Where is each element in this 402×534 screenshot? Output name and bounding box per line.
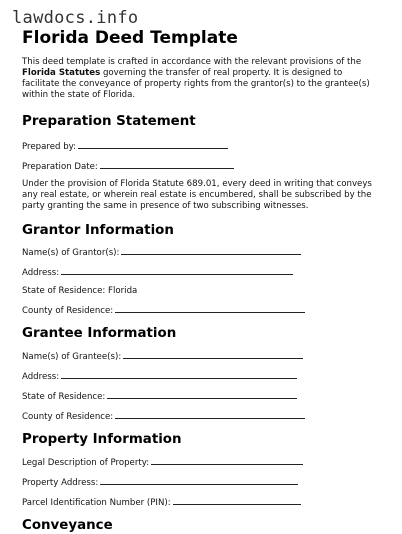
grantor-county-blank[interactable] <box>115 304 305 313</box>
conveyance-heading: Conveyance <box>22 518 113 533</box>
preparation-heading: Preparation Statement <box>22 114 196 129</box>
preparation-date-field <box>22 160 382 173</box>
grantee-county-label: County of Residence: <box>22 412 114 422</box>
grantor-names-label: Name(s) of Grantor(s): <box>22 248 120 258</box>
grantor-state-field: State of Residence: Florida <box>22 286 138 296</box>
grantor-address-field <box>22 266 382 279</box>
intro-text-before: This deed template is crafted in accordance with the relevant provisions of the <box>22 57 362 67</box>
grantee-address-label: Address: <box>22 372 60 382</box>
parcel-id-blank[interactable] <box>173 496 301 505</box>
grantor-address-blank[interactable] <box>61 266 293 275</box>
grantor-heading: Grantor Information <box>22 223 174 238</box>
grantee-names-label: Name(s) of Grantee(s): <box>22 352 122 362</box>
property-heading: Property Information <box>22 432 182 447</box>
property-address-label: Property Address: <box>22 478 99 488</box>
grantee-state-blank[interactable] <box>107 390 297 399</box>
prepared-by-blank[interactable] <box>78 140 228 149</box>
intro-paragraph <box>22 57 382 101</box>
parcel-id-field <box>22 496 382 509</box>
grantee-address-field <box>22 370 382 383</box>
grantor-county-label: County of Residence: <box>22 306 114 316</box>
prepared-by-field <box>22 140 382 153</box>
property-address-field <box>22 476 382 489</box>
intro-text-bold: Florida Statutes <box>22 68 101 78</box>
parcel-id-label: Parcel Identification Number (PIN): <box>22 498 171 508</box>
grantee-state-field <box>22 390 382 403</box>
document-title: Florida Deed Template <box>22 28 238 48</box>
grantee-county-field <box>22 410 382 423</box>
legal-description-blank[interactable] <box>151 456 303 465</box>
grantee-names-field <box>22 350 382 363</box>
grantee-address-blank[interactable] <box>61 370 297 379</box>
grantee-names-blank[interactable] <box>123 350 303 359</box>
legal-description-label: Legal Description of Property: <box>22 458 150 468</box>
grantor-county-field <box>22 304 382 317</box>
grantee-county-blank[interactable] <box>115 410 305 419</box>
document-body <box>22 57 382 534</box>
statute-paragraph: Under the provision of Florida Statute 689.01, every deed in writing that conveys any real estate, or wherein real estate is encumbered, shall be subscribed by the party granting the same in presence of two subscribing witnesses. <box>22 179 372 211</box>
preparation-date-label: Preparation Date: <box>22 162 98 172</box>
preparation-date-blank[interactable] <box>100 160 234 169</box>
property-address-blank[interactable] <box>100 476 298 485</box>
grantee-heading: Grantee Information <box>22 326 177 341</box>
grantor-names-field <box>22 246 382 259</box>
intro-text-after: governing the transfer of real property. It is designed to facilitate the conveyance of property rights from the grantor(s) to the grantee(s) within the state of Florida. <box>22 68 370 100</box>
prepared-by-label: Prepared by: <box>22 142 77 152</box>
grantor-names-blank[interactable] <box>121 246 301 255</box>
legal-description-field <box>22 456 382 469</box>
site-name: lawdocs.info <box>12 8 139 28</box>
grantee-state-label: State of Residence: <box>22 392 106 402</box>
grantor-address-label: Address: <box>22 268 60 278</box>
